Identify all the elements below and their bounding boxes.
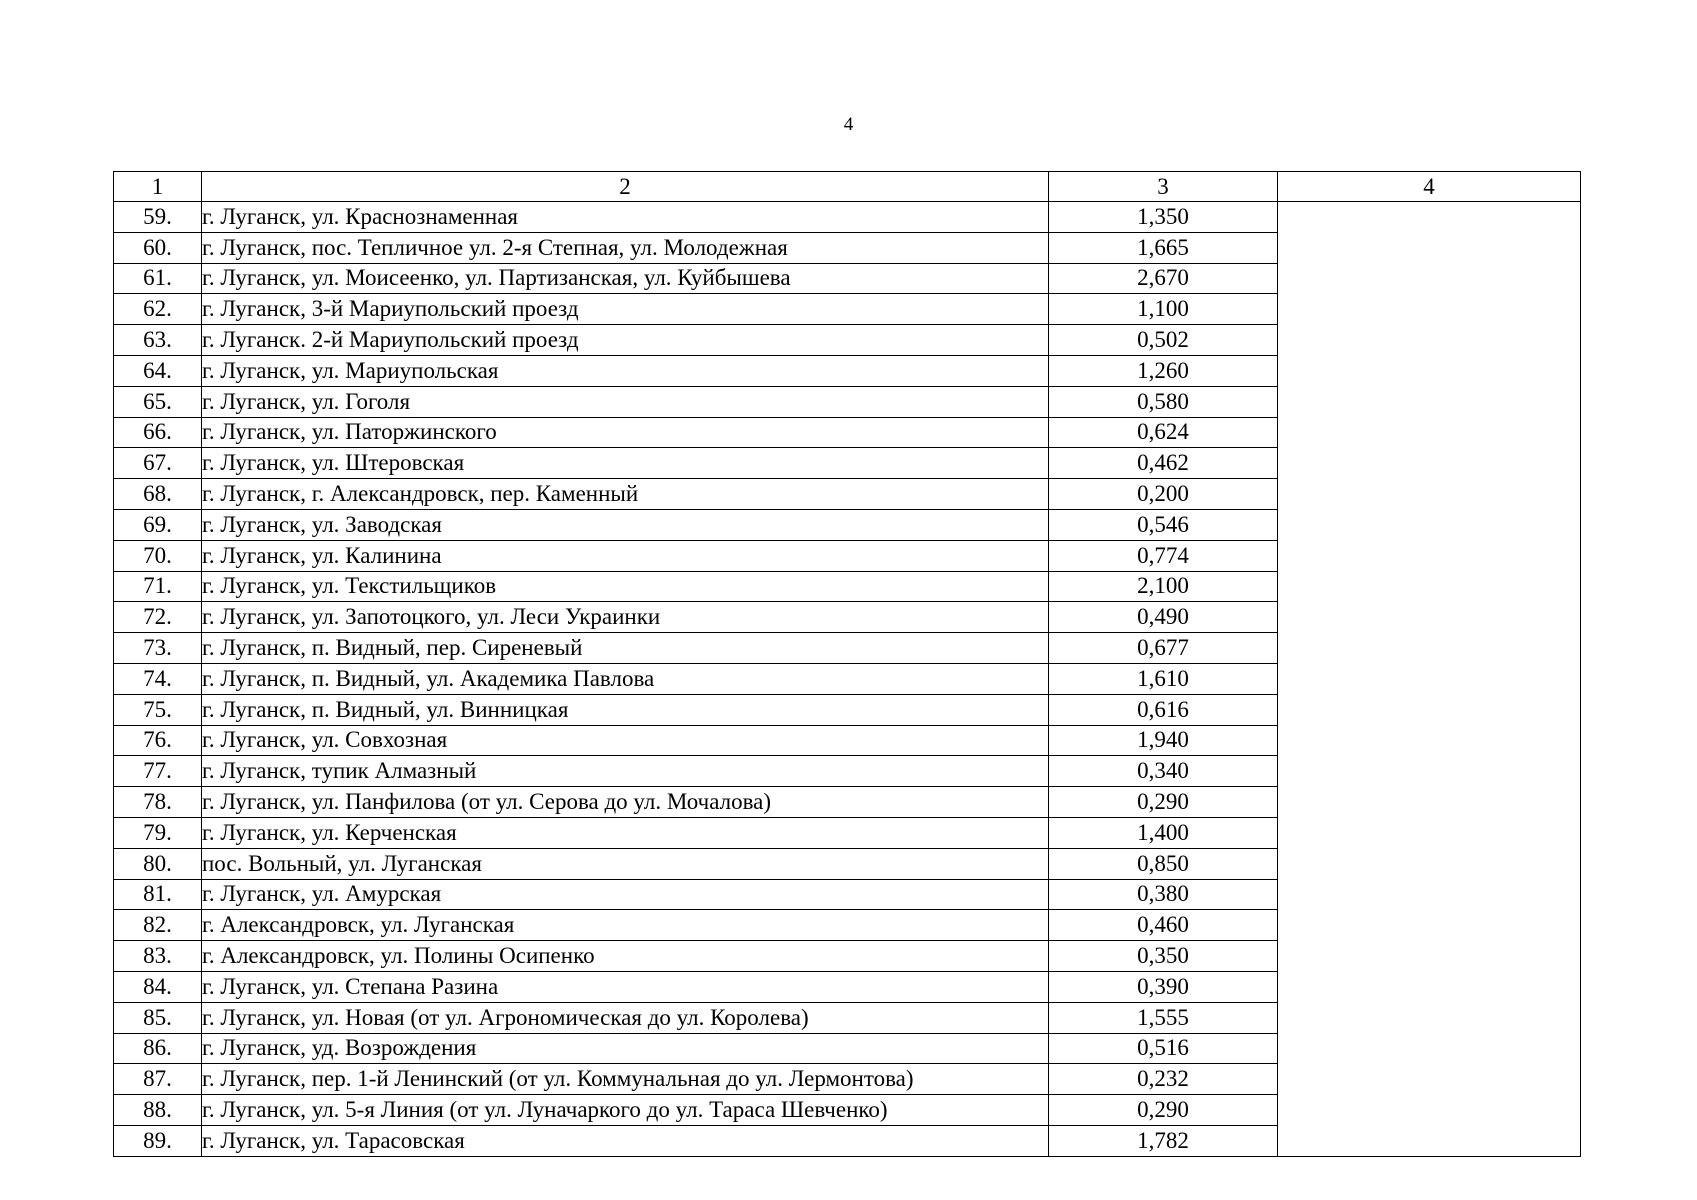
road-name: г. Луганск, ул. Степана Разина [202,971,1049,1002]
column-header-2: 2 [202,172,1049,202]
road-length: 0,460 [1049,910,1278,941]
row-number: 72. [114,602,202,633]
road-name: пос. Вольный, ул. Луганская [202,848,1049,879]
road-name: г. Луганск, пос. Тепличное ул. 2-я Степная, ул. Молодежная [202,232,1049,263]
road-length: 1,100 [1049,294,1278,325]
row-number: 59. [114,202,202,233]
column-header-3: 3 [1049,172,1278,202]
road-name: г. Луганск, ул. Заводская [202,509,1049,540]
table-body [114,202,1581,1157]
road-name: г. Луганск, ул. Запотоцкого, ул. Леси Украинки [202,602,1049,633]
road-length: 1,610 [1049,663,1278,694]
road-name: г. Луганск, ул. Паторжинского [202,417,1049,448]
road-name: г. Александровск, ул. Полины Осипенко [202,941,1049,972]
row-number: 65. [114,386,202,417]
row-number: 70. [114,540,202,571]
row-number: 71. [114,571,202,602]
road-name: г. Луганск, ул. Гоголя [202,386,1049,417]
table-header-row [114,172,1581,202]
row-number: 75. [114,694,202,725]
row-number: 69. [114,509,202,540]
road-name: г. Луганск, ул. 5-я Линия (от ул. Луначаркого до ул. Тараса Шевченко) [202,1095,1049,1126]
row-number: 73. [114,633,202,664]
row-number: 82. [114,910,202,941]
road-name: г. Луганск, ул. Панфилова (от ул. Серова до ул. Мочалова) [202,787,1049,818]
row-number: 88. [114,1095,202,1126]
road-length: 0,774 [1049,540,1278,571]
road-length: 0,290 [1049,1095,1278,1126]
road-length: 0,340 [1049,756,1278,787]
road-length: 0,350 [1049,941,1278,972]
road-length: 0,390 [1049,971,1278,1002]
column-header-4: 4 [1278,172,1581,202]
road-length: 1,400 [1049,817,1278,848]
row-number: 86. [114,1033,202,1064]
road-name: г. Луганск, ул. Новая (от ул. Агрономическая до ул. Королева) [202,1002,1049,1033]
road-length: 1,940 [1049,725,1278,756]
road-length: 2,100 [1049,571,1278,602]
row-number: 66. [114,417,202,448]
row-number: 81. [114,879,202,910]
road-name: г. Луганск, пер. 1-й Ленинский (от ул. Коммунальная до ул. Лермонтова) [202,1064,1049,1095]
road-name: г. Луганск, ул. Совхозная [202,725,1049,756]
road-length: 0,850 [1049,848,1278,879]
road-length: 0,546 [1049,509,1278,540]
road-length: 0,580 [1049,386,1278,417]
road-length: 0,462 [1049,448,1278,479]
road-name: г. Луганск, уд. Возрождения [202,1033,1049,1064]
road-length: 0,624 [1049,417,1278,448]
road-length: 1,555 [1049,1002,1278,1033]
road-name: г. Луганск, ул. Штеровская [202,448,1049,479]
roads-table [113,171,1581,1157]
road-length: 0,290 [1049,787,1278,818]
row-number: 85. [114,1002,202,1033]
row-number: 68. [114,479,202,510]
road-name: г. Луганск, 3-й Мариупольский проезд [202,294,1049,325]
road-name: г. Луганск. 2-й Мариупольский проезд [202,325,1049,356]
road-length: 0,502 [1049,325,1278,356]
road-length: 1,260 [1049,355,1278,386]
row-number: 60. [114,232,202,263]
road-length: 0,232 [1049,1064,1278,1095]
row-number: 64. [114,355,202,386]
road-name: г. Александровск, ул. Луганская [202,910,1049,941]
row-number: 74. [114,663,202,694]
row-number: 79. [114,817,202,848]
row-number: 84. [114,971,202,1002]
road-length: 0,677 [1049,633,1278,664]
road-length: 1,782 [1049,1125,1278,1156]
road-name: г. Луганск, ул. Краснознаменная [202,202,1049,233]
road-length: 1,350 [1049,202,1278,233]
row-number: 87. [114,1064,202,1095]
road-length: 0,616 [1049,694,1278,725]
row-number: 83. [114,941,202,972]
road-length: 0,380 [1049,879,1278,910]
row-number: 78. [114,787,202,818]
road-name: г. Луганск, ул. Моисеенко, ул. Партизанская, ул. Куйбышева [202,263,1049,294]
road-name: г. Луганск, ул. Калинина [202,540,1049,571]
page-number: 4 [843,114,854,135]
row-number: 80. [114,848,202,879]
row-number: 67. [114,448,202,479]
column-header-1: 1 [114,172,202,202]
road-name: г. Луганск, тупик Алмазный [202,756,1049,787]
road-name: г. Луганск, г. Александровск, пер. Каменный [202,479,1049,510]
row-number: 63. [114,325,202,356]
road-name: г. Луганск, п. Видный, ул. Винницкая [202,694,1049,725]
road-length: 2,670 [1049,263,1278,294]
road-name: г. Луганск, ул. Амурская [202,879,1049,910]
row-number: 62. [114,294,202,325]
column-4-empty-cell [1278,202,1581,1157]
road-name: г. Луганск, п. Видный, пер. Сиреневый [202,633,1049,664]
row-number: 77. [114,756,202,787]
road-name: г. Луганск, ул. Керченская [202,817,1049,848]
road-length: 0,516 [1049,1033,1278,1064]
table-row [114,202,1581,233]
row-number: 61. [114,263,202,294]
road-name: г. Луганск, ул. Текстильщиков [202,571,1049,602]
row-number: 89. [114,1125,202,1156]
road-name: г. Луганск, ул. Мариупольская [202,355,1049,386]
road-name: г. Луганск, п. Видный, ул. Академика Павлова [202,663,1049,694]
road-name: г. Луганск, ул. Тарасовская [202,1125,1049,1156]
road-length: 0,490 [1049,602,1278,633]
row-number: 76. [114,725,202,756]
road-length: 0,200 [1049,479,1278,510]
road-length: 1,665 [1049,232,1278,263]
